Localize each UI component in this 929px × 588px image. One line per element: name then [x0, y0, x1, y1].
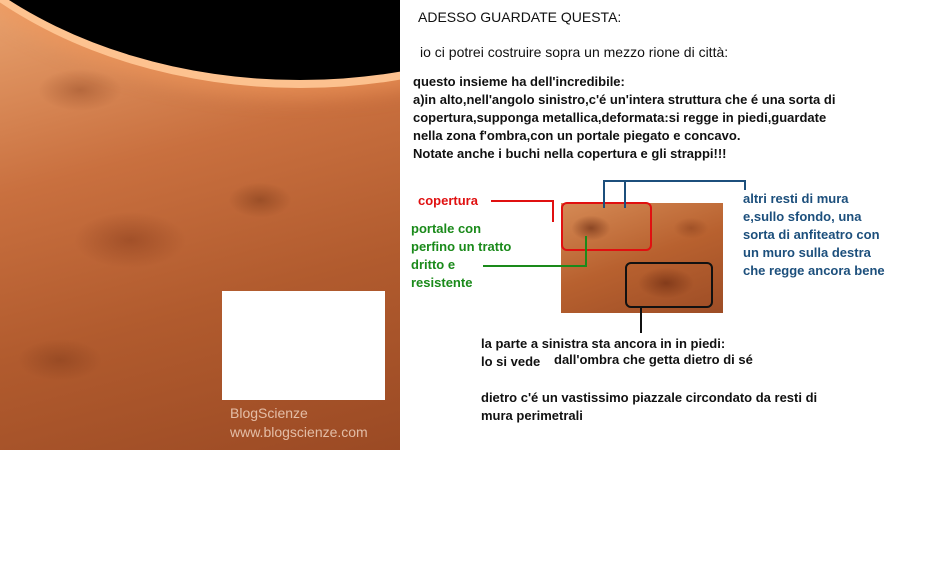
amphitheatre-box: [625, 262, 713, 308]
mura-bracket-right: [744, 180, 746, 190]
portale-line-up: [585, 236, 587, 267]
copertura-label: copertura: [418, 193, 478, 208]
mura-bracket-left: [603, 180, 605, 208]
dietro-line: dietro c'é un vastissimo piazzale circondato da resti di: [481, 390, 818, 405]
paragraph-line: a)in alto,nell'angolo sinistro,c'é un'intera struttura che é una sorta di: [413, 92, 836, 107]
paragraph-line: questo insieme ha dell'incredibile:: [413, 74, 625, 89]
mura-bracket-mid: [624, 180, 626, 208]
sinistra-line: [640, 306, 642, 333]
copertura-box: [561, 202, 652, 251]
build-line: io ci potrei costruire sopra un mezzo rione di città:: [420, 44, 729, 60]
portale-label: [411, 220, 511, 292]
heading: ADESSO GUARDATE QUESTA:: [418, 9, 622, 25]
copertura-line-down: [552, 200, 554, 222]
description-paragraph: [413, 73, 835, 163]
sinistra-line-1: la parte a sinistra sta ancora in in piedi:: [481, 336, 726, 351]
paragraph-line: nella zona f'ombra,con un portale piegato e concavo.: [413, 128, 741, 143]
copertura-line: [491, 200, 553, 202]
paragraph-line: Notate anche i buchi nella copertura e gli strappi!!!: [413, 146, 727, 161]
mura-label-line: un muro sulla destra: [743, 245, 871, 260]
sinistra-line-2b: dall'ombra che getta dietro di sé: [554, 352, 753, 367]
portale-label-line: dritto e: [411, 257, 456, 272]
mura-label: [743, 190, 885, 280]
watermark-title: BlogScienze: [230, 405, 308, 421]
mura-label-line: e,sullo sfondo, una: [743, 209, 862, 224]
white-patch: [222, 291, 385, 400]
dietro-line: mura perimetrali: [481, 408, 583, 423]
dietro-paragraph: [481, 389, 817, 425]
mura-label-line: che regge ancora bene: [743, 263, 885, 278]
portale-label-line: perfino un tratto: [411, 239, 512, 254]
portale-label-line: resistente: [411, 275, 473, 290]
mura-label-line: altri resti di mura: [743, 191, 849, 206]
paragraph-line: copertura,supponga metallica,deformata:si regge in piedi,guardate: [413, 110, 827, 125]
portale-label-line: portale con: [411, 221, 482, 236]
watermark-url: www.blogscienze.com: [230, 424, 368, 440]
space-horizon: [0, 0, 400, 80]
sinistra-line-2a: lo si vede: [481, 354, 541, 369]
mura-label-line: sorta di anfiteatro con: [743, 227, 880, 242]
